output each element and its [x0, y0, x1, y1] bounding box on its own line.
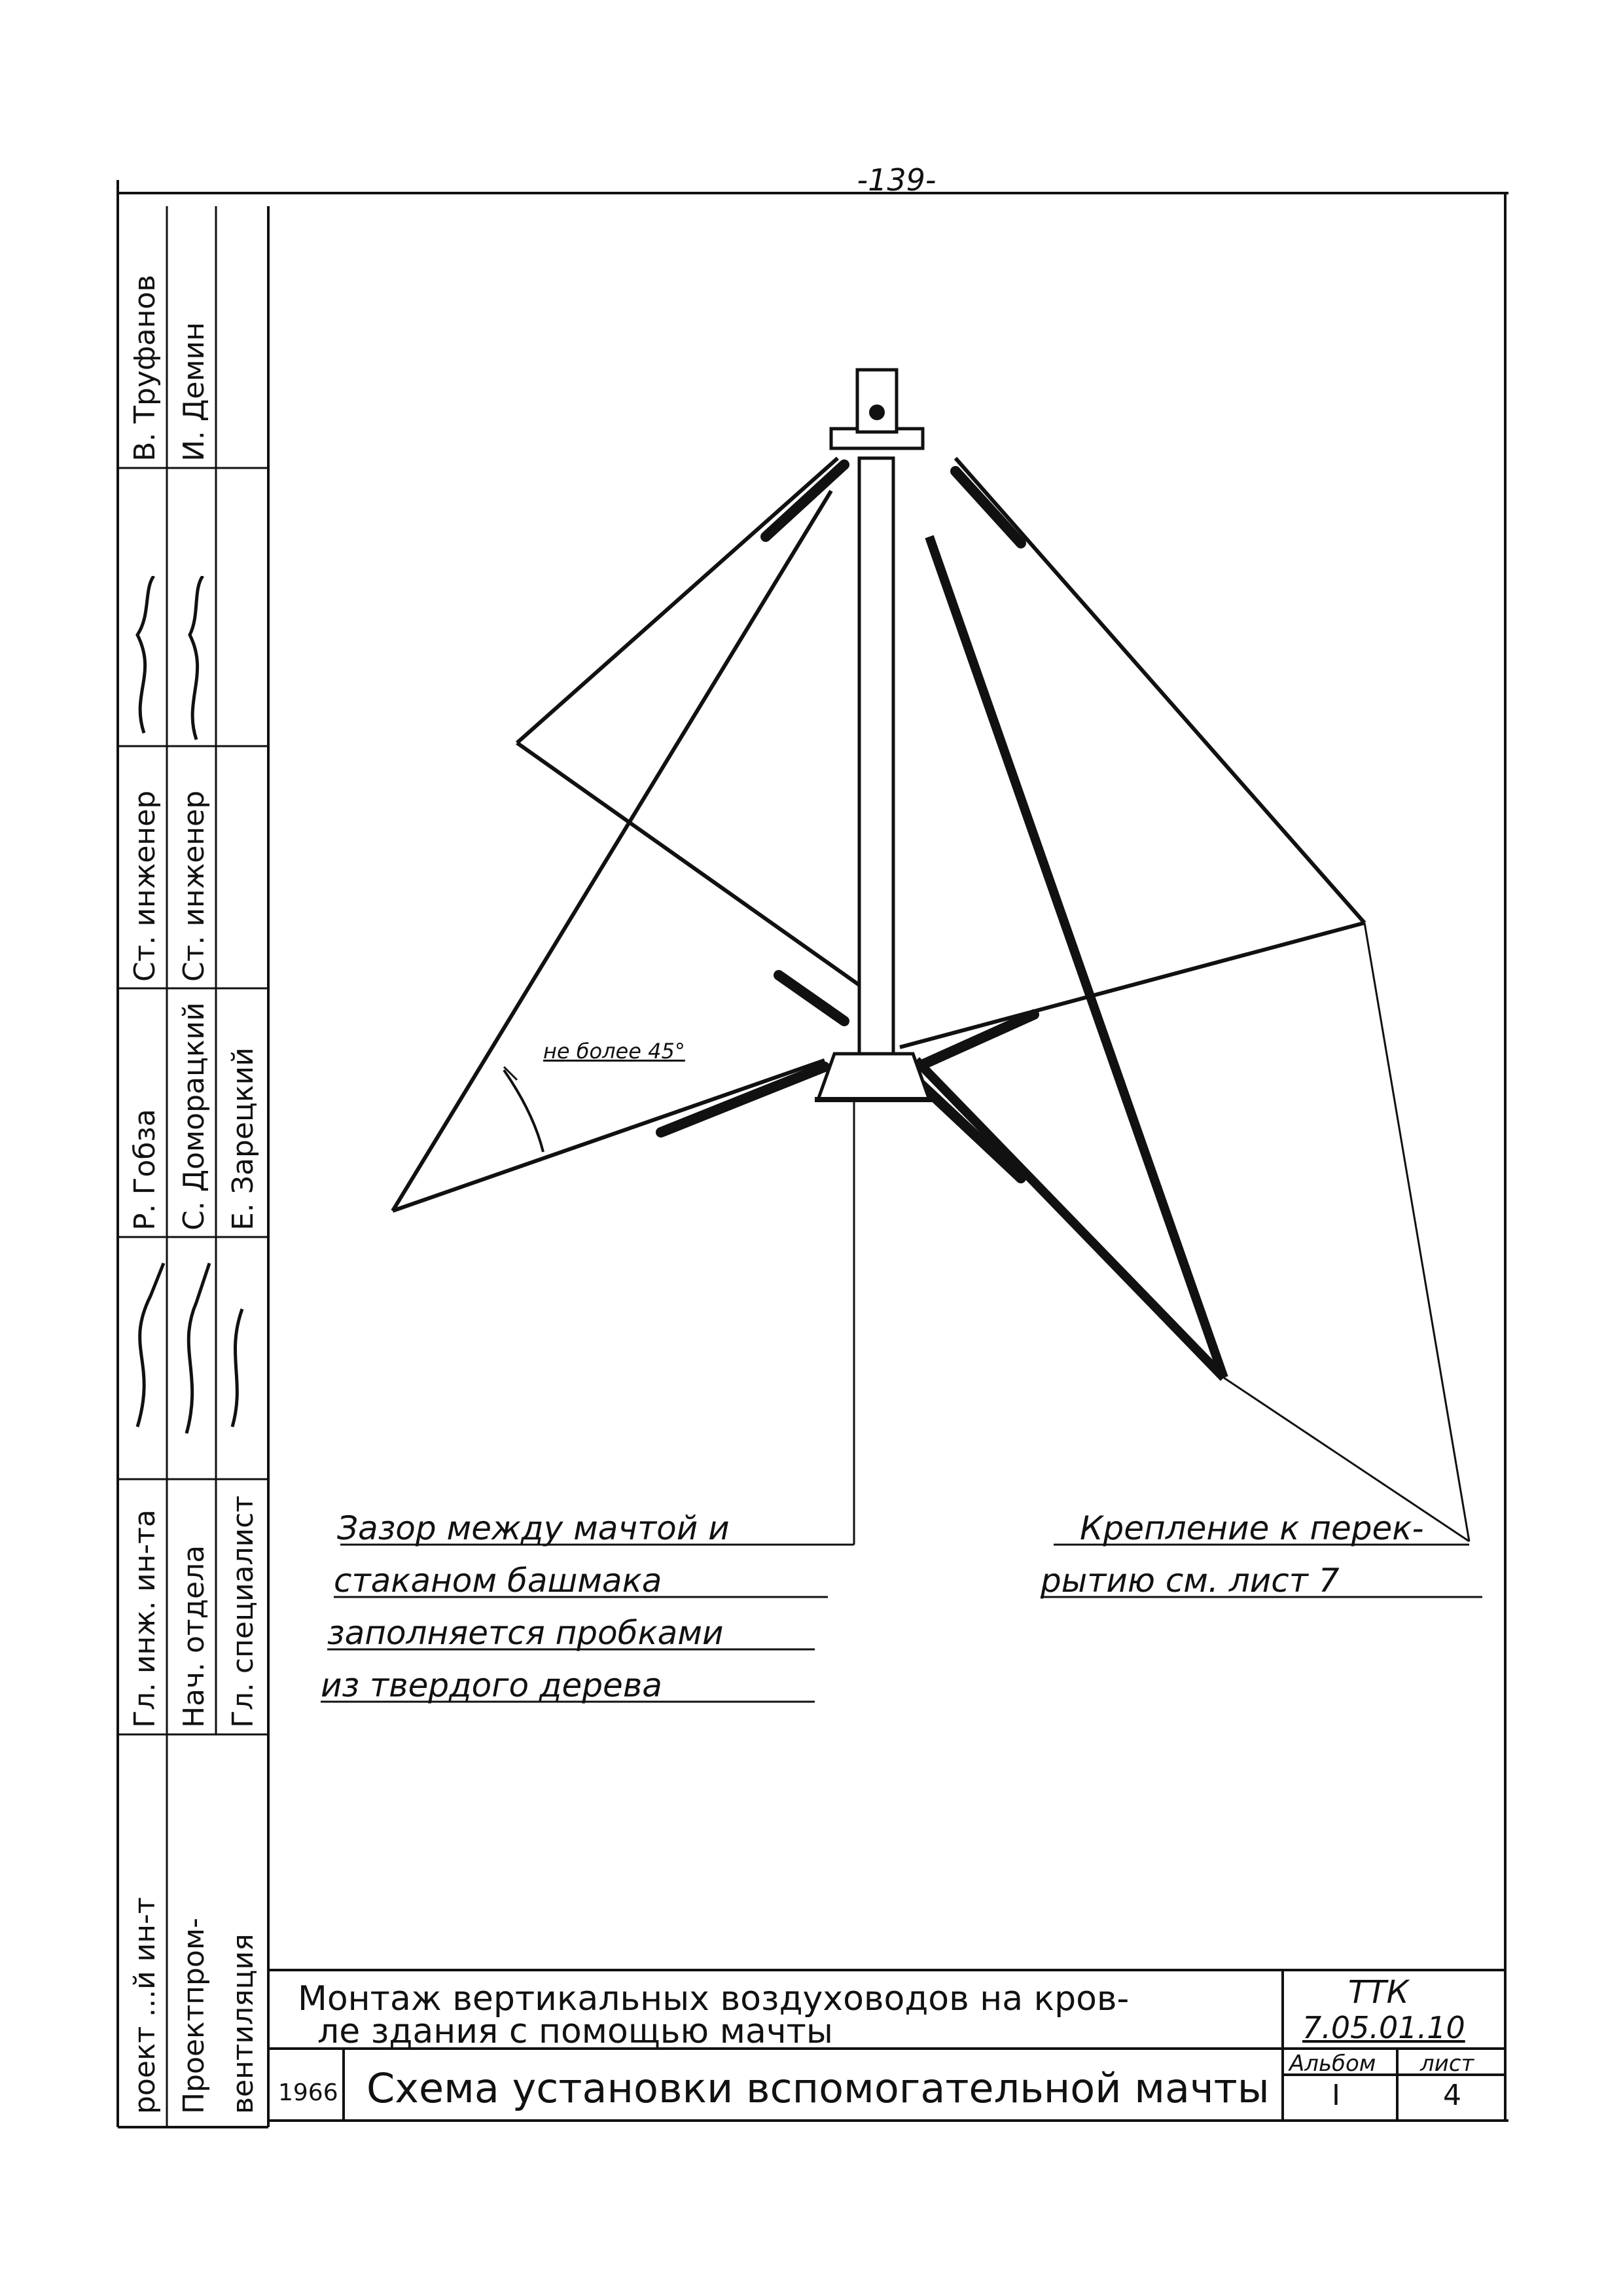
gap-note-line: заполняется пробками [327, 1614, 724, 1652]
document-type: ТТК [1348, 1974, 1409, 2011]
album-label: Альбом [1289, 2051, 1376, 2077]
year: 1966 [278, 2079, 338, 2106]
guy-cables-heavy [916, 537, 1224, 1378]
drawing-title-line: ле здания с помощью мачты [317, 2012, 833, 2051]
person-name: Е. Зарецкий [226, 1047, 260, 1230]
person-name: Р. Гобза [128, 1109, 162, 1230]
role-title: Гл. специалист [226, 1495, 260, 1728]
person-name: И. Демин [177, 322, 211, 461]
person-name: С. Доморацкий [177, 1002, 211, 1230]
angle-label: не более 45° [543, 1039, 685, 1064]
gap-note-line: Зазор между мачтой и [337, 1509, 730, 1547]
role-title: Гл. инж. ин-та [128, 1509, 162, 1728]
sheet-label: лист [1420, 2051, 1474, 2077]
anchor-lines [854, 923, 1469, 1545]
drawing-title-line: Монтаж вертикальных воздуховодов на кров- [298, 1979, 1130, 2018]
role-title: Нач. отдела [177, 1545, 211, 1728]
gap-note-line: стаканом башмака [334, 1562, 662, 1600]
sheet-title: Схема установки вспомогательной мачты [366, 2064, 1270, 2112]
fastening-note-line: Крепление к перек- [1080, 1509, 1424, 1547]
signatures [118, 576, 268, 1446]
album-value: I [1332, 2079, 1340, 2112]
drawing-frame [118, 180, 1508, 2127]
fastening-note-line: рытию см. лист 7 [1041, 1562, 1340, 1600]
org-name-line: вентиляция [226, 1933, 260, 2114]
page-number: -139- [857, 162, 936, 198]
org-name-line: Проектпром- [177, 1918, 211, 2114]
document-code: 7.05.01.10 [1302, 2010, 1465, 2045]
role-title: Ст. инженер [177, 790, 211, 982]
org-name-line: роект ...й ин-т [128, 1897, 162, 2114]
gap-note-line: из твердого дерева [321, 1666, 662, 1704]
angle-arc [504, 1070, 543, 1152]
role-title: Ст. инженер [128, 790, 162, 982]
sheet-value: 4 [1443, 2079, 1461, 2112]
person-name: В. Труфанов [128, 274, 162, 461]
